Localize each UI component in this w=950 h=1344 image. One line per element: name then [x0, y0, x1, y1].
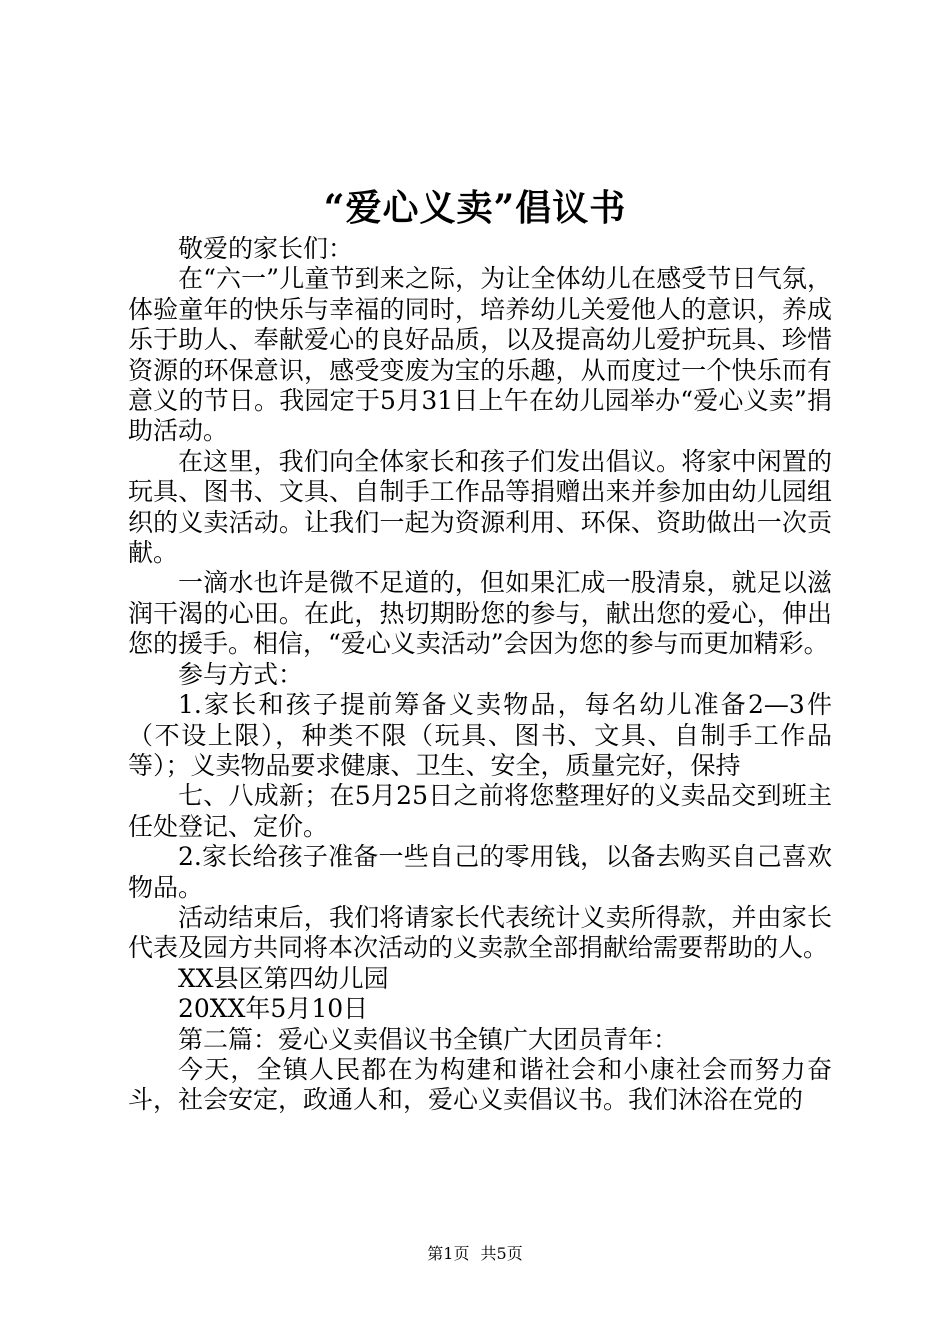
participation-item-2: 2.家长给孩子准备一些自己的零用钱，以备去购买自己喜欢物品。 — [128, 842, 832, 902]
signature-org: XX县区第四幼儿园 — [178, 963, 389, 993]
paragraph-intro: 在“六一”儿童节到来之际，为让全体幼儿在感受节日气氛，体验童年的快乐与幸福的同时，培养幼儿关爱他人的意识，养成乐于助人、奉献爱心的良好品质，以及提高幼儿爱护玩具、珍惜资源的环保意识，感受变废为宝的乐趣，从而度过一个快乐而有意义的节日。我园定于5月31日上午在幼儿园举办“爱心义卖”捐助活动。 — [128, 264, 832, 446]
paragraph-proposal: 在这里，我们向全体家长和孩子们发出倡议。将家中闲置的玩具、图书、文具、自制手工作品等捐赠出来并参加由幼儿园组织的义卖活动。让我们一起为资源利用、环保、资助做出一次贡献。 — [128, 446, 832, 568]
page-footer — [0, 1243, 950, 1265]
salutation: 敬爱的家长们： — [178, 234, 354, 263]
page-number: 第1页 — [427, 1244, 470, 1263]
section-two-heading: 第二篇：爱心义卖倡议书全镇广大团员青年： — [178, 1024, 679, 1054]
paragraph-closing: 活动结束后，我们将请家长代表统计义卖所得款，并由家长代表及园方共同将本次活动的义卖款全部捐献给需要帮助的人。 — [128, 902, 832, 963]
participation-item-1-cont: 七、八成新；在5月25日之前将您整理好的义卖品交到班主任处登记、定价。 — [128, 781, 832, 841]
participation-item-1: 1.家长和孩子提前筹备义卖物品，每名幼儿准备2—3件（不设上限），种类不限（玩具、图书、文具、自制手工作品等）；义卖物品要求健康、卫生、安全，质量完好，保持 — [128, 690, 832, 780]
section-two-paragraph: 今天，全镇人民都在为构建和谐社会和小康社会而努力奋斗，社会安定，政通人和，爱心义卖倡议书。我们沐浴在党的 — [128, 1054, 832, 1115]
page-total: 共5页 — [480, 1244, 523, 1263]
participation-heading: 参与方式： — [178, 659, 304, 689]
paragraph-appeal: 一滴水也许是微不足道的，但如果汇成一股清泉，就足以滋润干渴的心田。在此，热切期盼您的参与，献出您的爱心，伸出您的援手。相信，“爱心义卖活动”会因为您的参与而更加精彩。 — [128, 568, 832, 659]
document-title: “爱心义卖”倡议书 — [323, 187, 627, 229]
signature-date: 20XX年5月10日 — [178, 994, 369, 1024]
document-body — [128, 234, 832, 1116]
